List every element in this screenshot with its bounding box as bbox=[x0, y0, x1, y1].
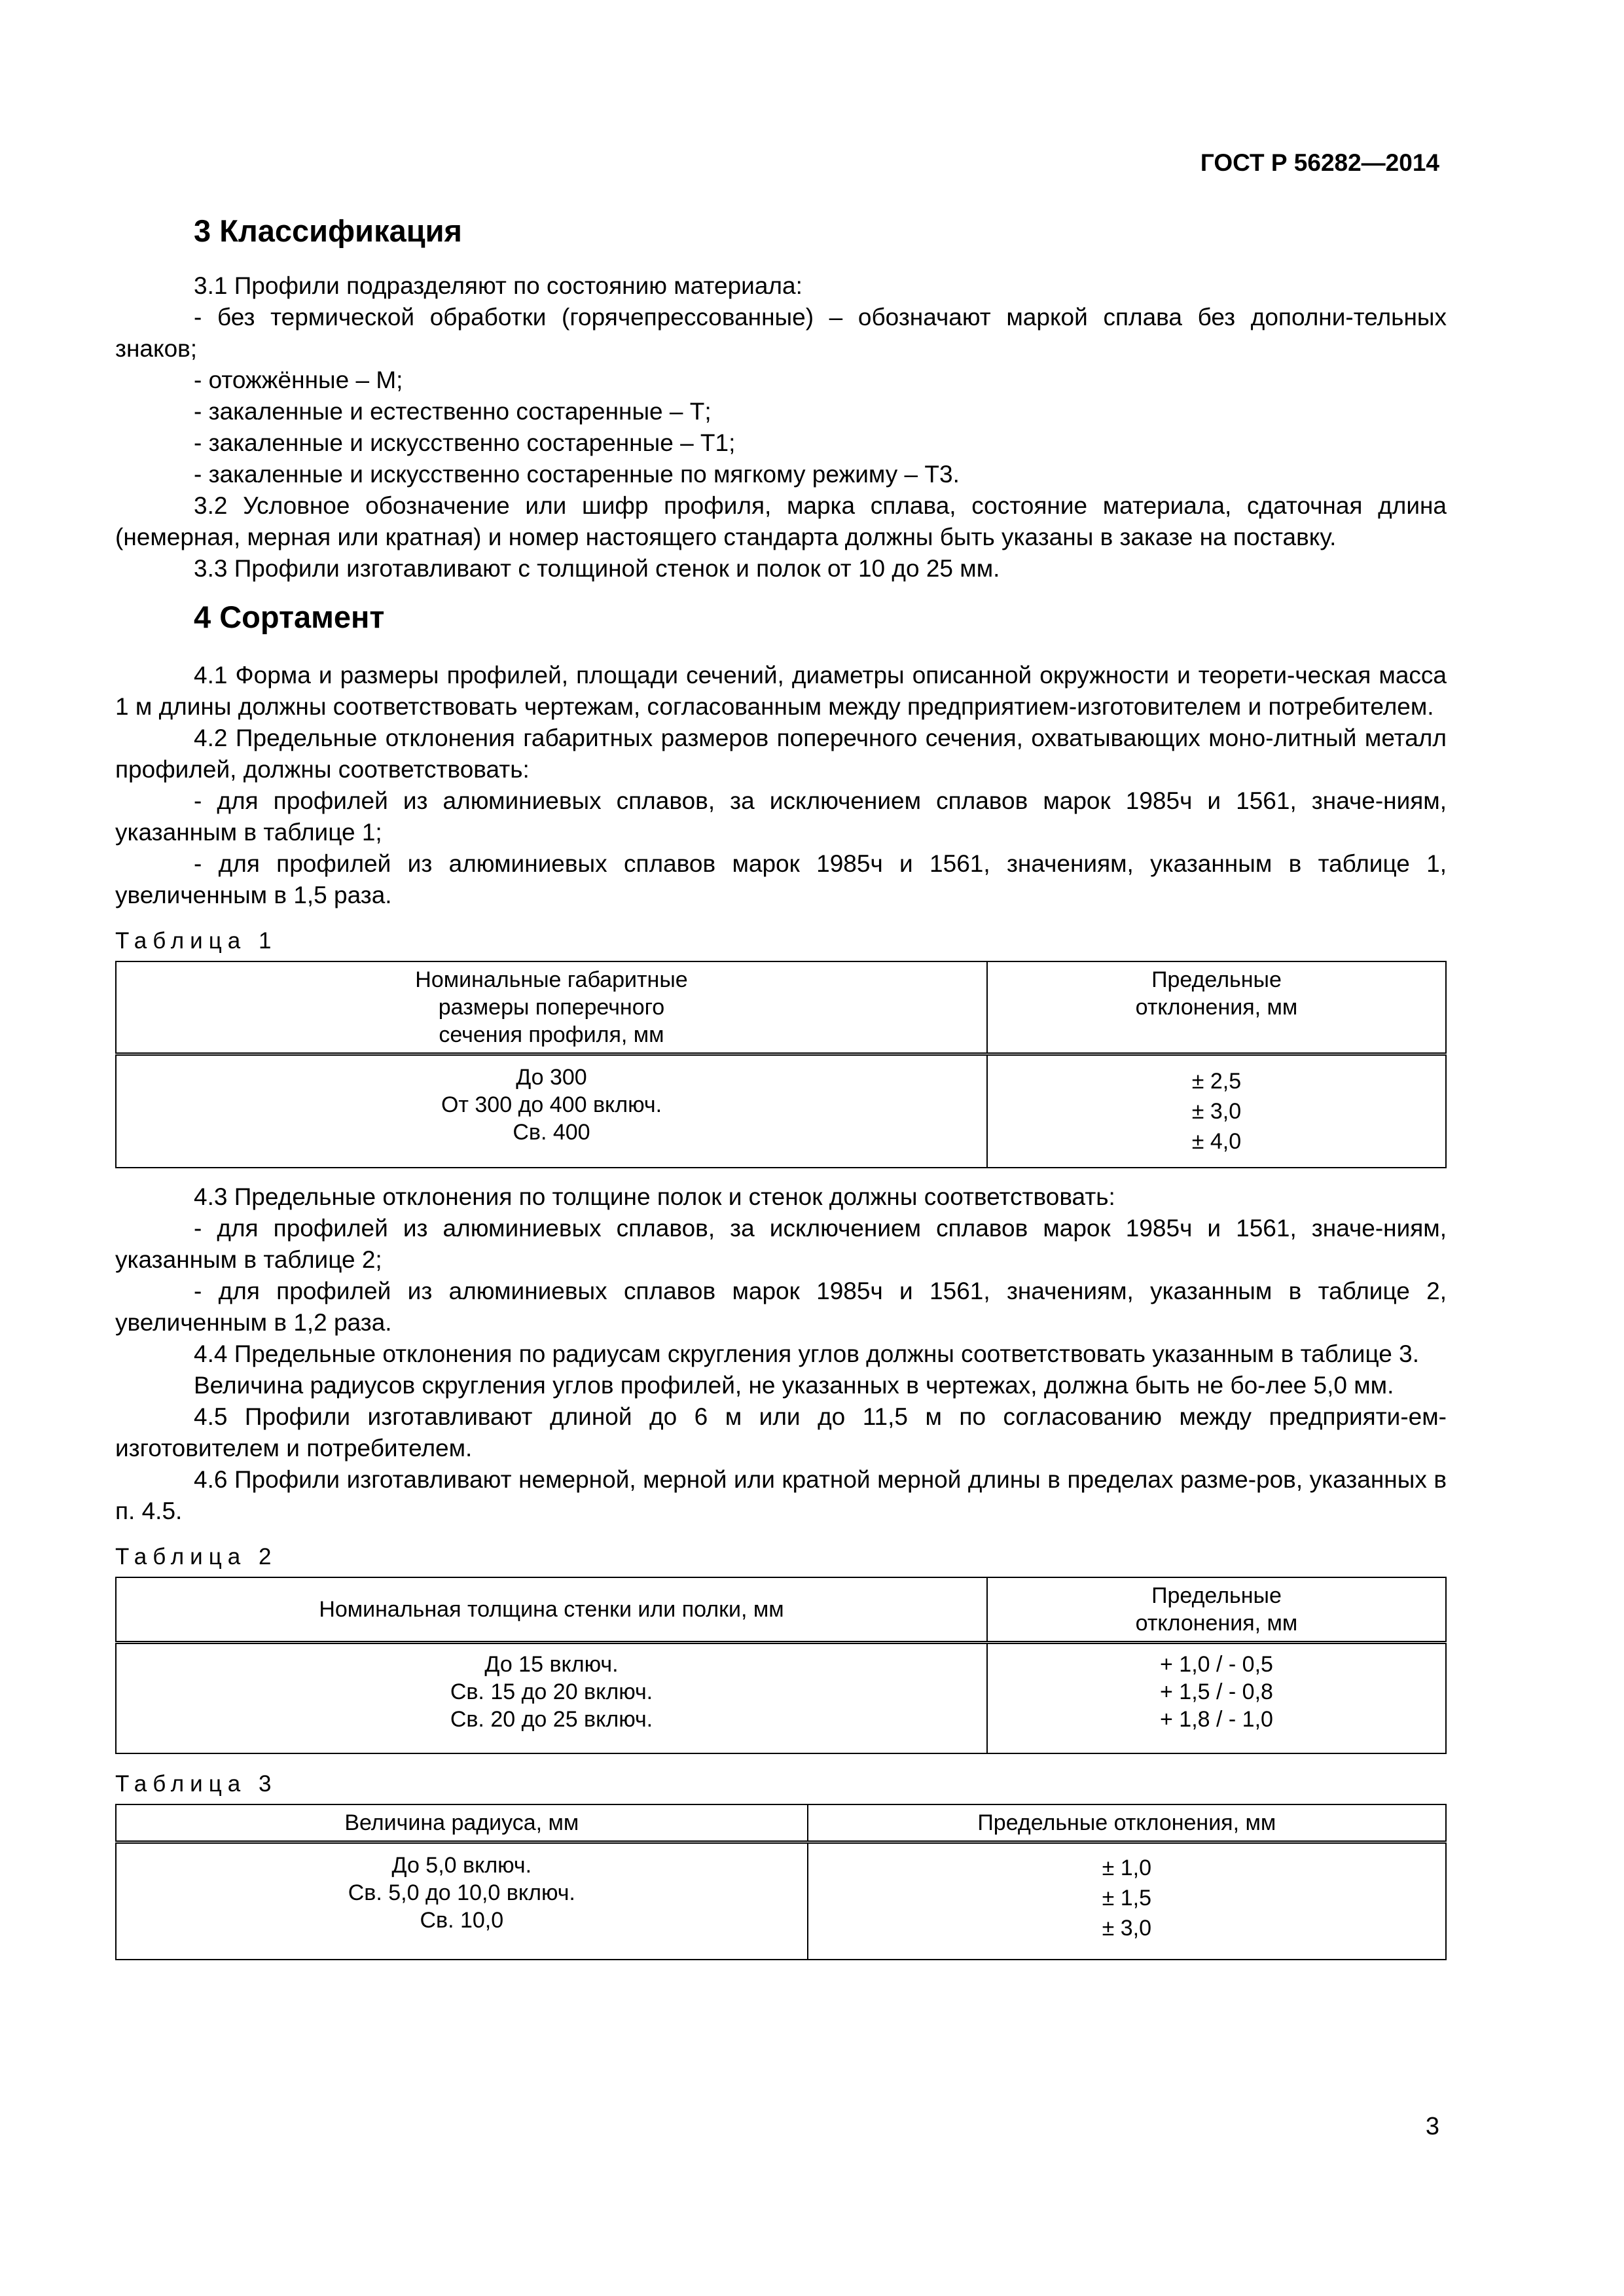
cell-line: ± 3,0 bbox=[1191, 1098, 1242, 1124]
table-row bbox=[116, 1842, 1446, 1960]
paragraph: 4.2 Предельные отклонения габаритных размеров поперечного сечения, охватывающих моно-литный металл профилей, должны соответствовать: bbox=[115, 724, 1447, 783]
table-2 bbox=[115, 1577, 1447, 1754]
table-2-label: Таблица 2 bbox=[115, 1543, 278, 1570]
cell-line: От 300 до 400 включ. bbox=[441, 1092, 662, 1117]
cell-line: + 1,5 / - 0,8 bbox=[1160, 1679, 1273, 1704]
paragraph: - для профилей из алюминиевых сплавов, за исключением сплавов марок 1985ч и 1561, значе-ниям, указанным в таблице 1; bbox=[115, 787, 1447, 846]
paragraph: 3.2 Условное обозначение или шифр профиля, марка сплава, состояние материала, сдаточная длина (немерная, мерная или кратная) и номер настоящего стандарта должны быть указаны в заказе на поставку. bbox=[115, 492, 1447, 551]
cell-line: ± 3,0 bbox=[1102, 1915, 1151, 1941]
cell-line: + 1,0 / - 0,5 bbox=[1160, 1651, 1273, 1677]
paragraph: - для профилей из алюминиевых сплавов марок 1985ч и 1561, значениям, указанным в таблице 1, увеличенным в 1,5 раза. bbox=[115, 850, 1447, 908]
header-line: отклонения, мм bbox=[1135, 1610, 1298, 1636]
cell-line: ± 1,5 bbox=[1102, 1885, 1151, 1910]
cell-line: Св. 20 до 25 включ. bbox=[450, 1706, 653, 1732]
cell-line: Св. 15 до 20 включ. bbox=[450, 1679, 653, 1704]
cell-line: ± 2,5 bbox=[1191, 1068, 1242, 1094]
paragraph: 4.3 Предельные отклонения по толщине полок и стенок должны соответствовать: bbox=[194, 1183, 1115, 1210]
table-1-header-size bbox=[116, 961, 987, 1054]
table-1-label: Таблица 1 bbox=[115, 927, 278, 954]
header-line: Номинальные габаритные bbox=[415, 967, 688, 992]
paragraph: - без термической обработки (горячепрессованные) – обозначают маркой сплава без дополни-тельных знаков; bbox=[115, 304, 1447, 363]
paragraph: - закаленные и искусственно состаренные по мягкому режиму – Т3. bbox=[194, 461, 960, 488]
paragraph: 4.5 Профили изготавливают длиной до 6 м или до 11,5 м по согласованию между предприяти-ем-изготовителем и потребителем. bbox=[115, 1403, 1447, 1462]
table-row bbox=[116, 1054, 1446, 1168]
table-1-cell-deviation bbox=[987, 1054, 1446, 1168]
cell-line: До 300 bbox=[516, 1064, 587, 1090]
table-3-cell-deviation bbox=[808, 1842, 1446, 1960]
paragraph: 4.1 Форма и размеры профилей, площади сечений, диаметры описанной окружности и теорети-ческая масса 1 м длины должны соответствовать чертежам, согласованным между предприятием-изготовителем и потребителем. bbox=[115, 661, 1447, 720]
page-content bbox=[115, 213, 1447, 1960]
table-3-header-deviation bbox=[808, 1804, 1446, 1842]
header-line: Предельные bbox=[1151, 1583, 1282, 1608]
cell-line: Св. 400 bbox=[513, 1119, 590, 1145]
table-3-label: Таблица 3 bbox=[115, 1770, 278, 1797]
table-2-cell-thickness bbox=[116, 1642, 987, 1753]
paragraph: - для профилей из алюминиевых сплавов марок 1985ч и 1561, значениям, указанным в таблице 2, увеличенным в 1,2 раза. bbox=[115, 1277, 1447, 1336]
cell-line: + 1,8 / - 1,0 bbox=[1160, 1706, 1273, 1732]
header-line: Предельные bbox=[1151, 967, 1282, 992]
paragraph: Величина радиусов скругления углов профилей, не указанных в чертежах, должна быть не бо-лее 5,0 мм. bbox=[194, 1371, 1394, 1399]
header-line: отклонения, мм bbox=[1135, 994, 1298, 1020]
table-2-header-deviation bbox=[987, 1577, 1446, 1643]
paragraph: 3.1 Профили подразделяют по состоянию материала: bbox=[194, 272, 803, 300]
page-number: 3 bbox=[1425, 2113, 1439, 2140]
header-line: размеры поперечного bbox=[438, 994, 665, 1020]
table-3-header-radius bbox=[116, 1804, 808, 1842]
header-line: Предельные отклонения, мм bbox=[977, 1810, 1276, 1835]
cell-line: До 5,0 включ. bbox=[391, 1852, 532, 1878]
paragraph: - закаленные и искусственно состаренные – Т1; bbox=[194, 429, 736, 457]
table-1 bbox=[115, 961, 1447, 1168]
table-2-header-thickness bbox=[116, 1577, 987, 1643]
section-3-title: 3 Классификация bbox=[194, 213, 462, 248]
table-3 bbox=[115, 1804, 1447, 1960]
paragraph: 3.3 Профили изготавливают с толщиной стенок и полок от 10 до 25 мм. bbox=[194, 555, 1000, 583]
cell-line: Св. 5,0 до 10,0 включ. bbox=[348, 1880, 575, 1905]
paragraph: 4.4 Предельные отклонения по радиусам скругления углов должны соответствовать указанным в таблице 3. bbox=[194, 1340, 1419, 1367]
table-2-cell-deviation bbox=[987, 1642, 1446, 1753]
header-line: Номинальная толщина стенки или полки, мм bbox=[319, 1596, 784, 1622]
paragraph: - отожжённые – М; bbox=[194, 367, 403, 394]
section-4-title: 4 Сортамент bbox=[194, 600, 385, 635]
paragraph: - закаленные и естественно состаренные – Т; bbox=[194, 398, 712, 425]
cell-line: Св. 10,0 bbox=[420, 1907, 504, 1933]
table-1-header-deviation bbox=[987, 961, 1446, 1054]
header-line: Величина радиуса, мм bbox=[344, 1810, 579, 1835]
standard-number: ГОСТ Р 56282—2014 bbox=[1200, 149, 1439, 176]
cell-line: ± 4,0 bbox=[1191, 1128, 1242, 1154]
cell-line: ± 1,0 bbox=[1102, 1855, 1151, 1880]
header-line: сечения профиля, мм bbox=[439, 1022, 664, 1047]
paragraph: - для профилей из алюминиевых сплавов, за исключением сплавов марок 1985ч и 1561, значе-ниям, указанным в таблице 2; bbox=[115, 1214, 1447, 1273]
table-3-cell-radius bbox=[116, 1842, 808, 1960]
table-1-cell-size bbox=[116, 1054, 987, 1168]
cell-line: До 15 включ. bbox=[484, 1651, 619, 1677]
table-row bbox=[116, 1642, 1446, 1753]
paragraph: 4.6 Профили изготавливают немерной, мерной или кратной мерной длины в пределах разме-ров, указанных в п. 4.5. bbox=[115, 1465, 1447, 1524]
